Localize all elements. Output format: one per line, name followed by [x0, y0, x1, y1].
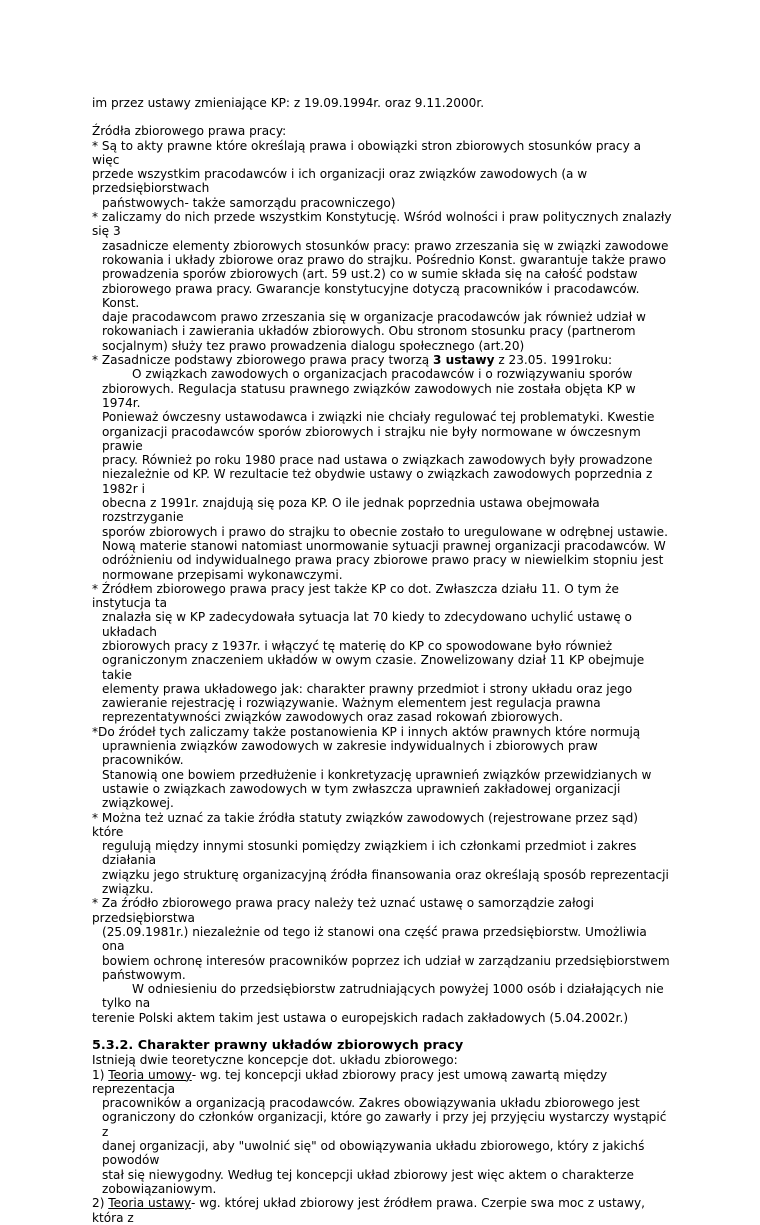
- text-line: pracy. Również po roku 1980 prace nad ustawa o związkach zawodowych były prowadzone: [102, 453, 653, 468]
- theory-2-name: Teoria ustawy: [108, 1196, 191, 1211]
- text-line: stał się niewygodny. Według tej koncepcji układ zbiorowy jest więc aktem o charakterze: [102, 1167, 634, 1182]
- section-heading: 5.3.2. Charakter prawny układów zbiorowych pracy: [92, 1038, 464, 1053]
- text-line: * zaliczamy do nich przede wszystkim Konstytucję. Wśród wolności i praw politycznych znalazły się 3: [92, 210, 672, 239]
- text-line: W odniesieniu do przedsiębiorstw zatrudniających powyżej 1000 osób i działających nie tylko na: [102, 982, 664, 1011]
- text-line: * Źródłem zbiorowego prawa pracy jest także KP co dot. Zwłaszcza działu 11. O tym że instytucja ta: [92, 581, 619, 611]
- theory-2: [92, 1196, 672, 1225]
- text-line: danej organizacji, aby "uwolnić się" od obowiązywania układu zbiorowego, który z jakichś powodów: [102, 1139, 645, 1168]
- text-line: rokowania i układy zbiorowe oraz prawo do strajku. Pośrednio Konst. gwarantuje także prawo: [102, 252, 666, 267]
- text-line: przede wszystkim pracodawców i ich organizacji oraz związków zawodowych (a w przedsiębiorstwach: [92, 167, 588, 196]
- text-line: zasadnicze elementy zbiorowych stosunków pracy: prawo zrzeszania się w związki zawodowe: [102, 238, 669, 253]
- text-line: 2) Teoria ustawy- wg. której układ zbiorowy jest źródłem prawa. Czerpie swa moc z ustawy, która z: [92, 1196, 645, 1225]
- text-line: zbiorowych. Regulacja statusu prawnego związków zawodowych nie została objęta KP w 1974r.: [102, 381, 636, 410]
- text-line: obecna z 1991r. znajdują się poza KP. O ile jednak poprzednia ustawa obejmowała rozstrzyganie: [102, 496, 600, 525]
- text-line: niezależnie od KP. W rezultacie też obydwie ustawy o związkach zawodowych poprzednia z 1982r i: [102, 467, 653, 496]
- text-line: daje pracodawcom prawo zrzeszania się w organizacje pracodawców jak również udział w: [102, 310, 646, 325]
- text-line: socjalnym) służy tez prawo prowadzenia dialogu społecznego (art.20): [102, 338, 525, 353]
- text-line: reprezentatywności związków zawodowych oraz zasad rokowań zbiorowych.: [102, 710, 563, 725]
- text-line: związku jego strukturę organizacyjną źródła finansowania oraz określają sposób reprezentacji: [102, 867, 669, 882]
- text-line: * Zasadnicze podstawy zbiorowego prawa pracy tworzą 3 ustawy z 23.05. 1991roku:: [92, 353, 613, 368]
- text-line: *Do źródeł tych zaliczamy także postanowienia KP i innych aktów prawnych które normują: [92, 724, 641, 739]
- text-line: bowiem ochronę interesów pracowników poprzez ich udział w zarządzaniu przedsiębiorstwem: [102, 953, 670, 968]
- text-line: * Są to akty prawne które określają prawa i obowiązki stron zbiorowych stosunków pracy a więc: [92, 138, 641, 167]
- text-line: organizacji pracodawców sporów zbiorowych i strajku nie były normowane w ówczesnym prawie: [102, 424, 641, 453]
- text-line: elementy prawa układowego jak: charakter prawny przedmiot i strony układu oraz jego: [102, 681, 633, 696]
- text-line: państwowym.: [102, 967, 186, 982]
- text-line: zbiorowego prawa pracy. Gwarancje konstytucyjne dotyczą pracowników i pracodawców. Konst.: [102, 281, 640, 310]
- text-line: Nową materie stanowi natomiast unormowanie sytuacji prawnej organizacji pracodawców. W: [102, 538, 666, 553]
- text-line: 1) Teoria umowy- wg. tej koncepcji układ zbiorowy pracy jest umową zawartą między reprezentacja: [92, 1067, 608, 1096]
- theory-1: [92, 1068, 672, 1197]
- bullet-2: [92, 210, 672, 353]
- text-line: uprawnienia związków zawodowych w zakresie indywidualnych i zbiorowych praw pracowników.: [102, 739, 598, 768]
- text-line: związku.: [102, 882, 154, 897]
- text-line: O związkach zawodowych o organizacjach pracodawców i o rozwiązywaniu sporów: [132, 367, 633, 382]
- text-line: pracowników a organizacją pracodawców. Zakres obowiązywania układu zbiorowego jest: [102, 1096, 640, 1111]
- theory-1-name: Teoria umowy: [108, 1067, 192, 1082]
- text-line: sporów zbiorowych i prawo do strajku to obecnie zostało to uregulowane w odrębnej ustawie.: [102, 524, 668, 539]
- text-line: normowane przepisami wykonawczymi.: [102, 567, 343, 582]
- text-line: regulują między innymi stosunki pomiędzy związkiem i ich członkami przedmiot i zakres działania: [102, 839, 637, 868]
- text-line: odróżnieniu od indywidualnego prawa pracy zbiorowe prawo pracy w niewielkim stopniu jest: [102, 553, 664, 568]
- text-line: Ponieważ ówczesny ustawodawca i związki nie chciały regulować tej problematyki. Kwestie: [102, 410, 655, 425]
- document-page: [92, 96, 672, 1225]
- text-line: im przez ustawy zmieniające KP: z 19.09.1994r. oraz 9.11.2000r.: [92, 96, 485, 110]
- bullet-4: [92, 582, 672, 725]
- text-line: państwowych- także samorządu pracowniczego): [102, 195, 396, 210]
- section-intro: Istnieją dwie teoretyczne koncepcje dot. układu zbiorowego:: [92, 1053, 458, 1068]
- bullet-7: [92, 896, 672, 1025]
- text-line: * Można też uznać za takie źródła statuty związków zawodowych (rejestrowane przez sąd) które: [92, 810, 638, 839]
- text-line: zawieranie rejestrację i rozwiązywanie. Ważnym elementem jest regulacja prawna: [102, 696, 601, 711]
- text-line: ograniczony do członków organizacji, które go zawarły i przy jej przyjęciu wystarczy wystąpić z: [102, 1110, 667, 1139]
- text-line: prowadzenia sporów zbiorowych (art. 59 ust.2) co w sumie składa się na całość podstaw: [102, 267, 638, 282]
- bullet-3: [92, 353, 672, 582]
- bold-phrase: 3 ustawy: [433, 353, 495, 368]
- text-line: (25.09.1981r.) niezależnie od tego iż stanowi ona część prawa przedsiębiorstw. Umożliwia ona: [102, 924, 647, 954]
- text-line: terenie Polski aktem takim jest ustawa o europejskich radach zakładowych (5.04.2002r.): [92, 1010, 629, 1025]
- text-line: zbiorowych pracy z 1937r. i włączyć tę materię do KP co spowodowane było również: [102, 638, 613, 653]
- text-line: Stanowią one bowiem przedłużenie i konkretyzację uprawnień związków przewidzianych w: [102, 767, 652, 782]
- text-line: * Za źródło zbiorowego prawa pracy należy też uznać ustawę o samorządzie załogi przedsiębiorstwa: [92, 896, 594, 925]
- text-line: znalazła się w KP zadecydowała sytuacja lat 70 kiedy to zdecydowano uchylić ustawę o układach: [102, 610, 632, 639]
- sources-heading: Źródła zbiorowego prawa pracy:: [92, 124, 287, 139]
- text-line: rokowaniach i zawierania układów zbiorowych. Obu stronom stosunku pracy (partnerom: [102, 324, 636, 339]
- text-line: związkowej.: [102, 796, 174, 811]
- text-line: zobowiązaniowym.: [102, 1181, 217, 1196]
- bullet-6: [92, 811, 672, 897]
- bullet-5: [92, 725, 672, 811]
- bullet-1: [92, 139, 672, 210]
- text-line: ustawie o związkach zawodowych w tym zwłaszcza uprawnień zakładowej organizacji: [102, 781, 621, 796]
- text-line: ograniczonym znaczeniem układów w owym czasie. Znowelizowany dział 11 KP obejmuje takie: [102, 653, 645, 682]
